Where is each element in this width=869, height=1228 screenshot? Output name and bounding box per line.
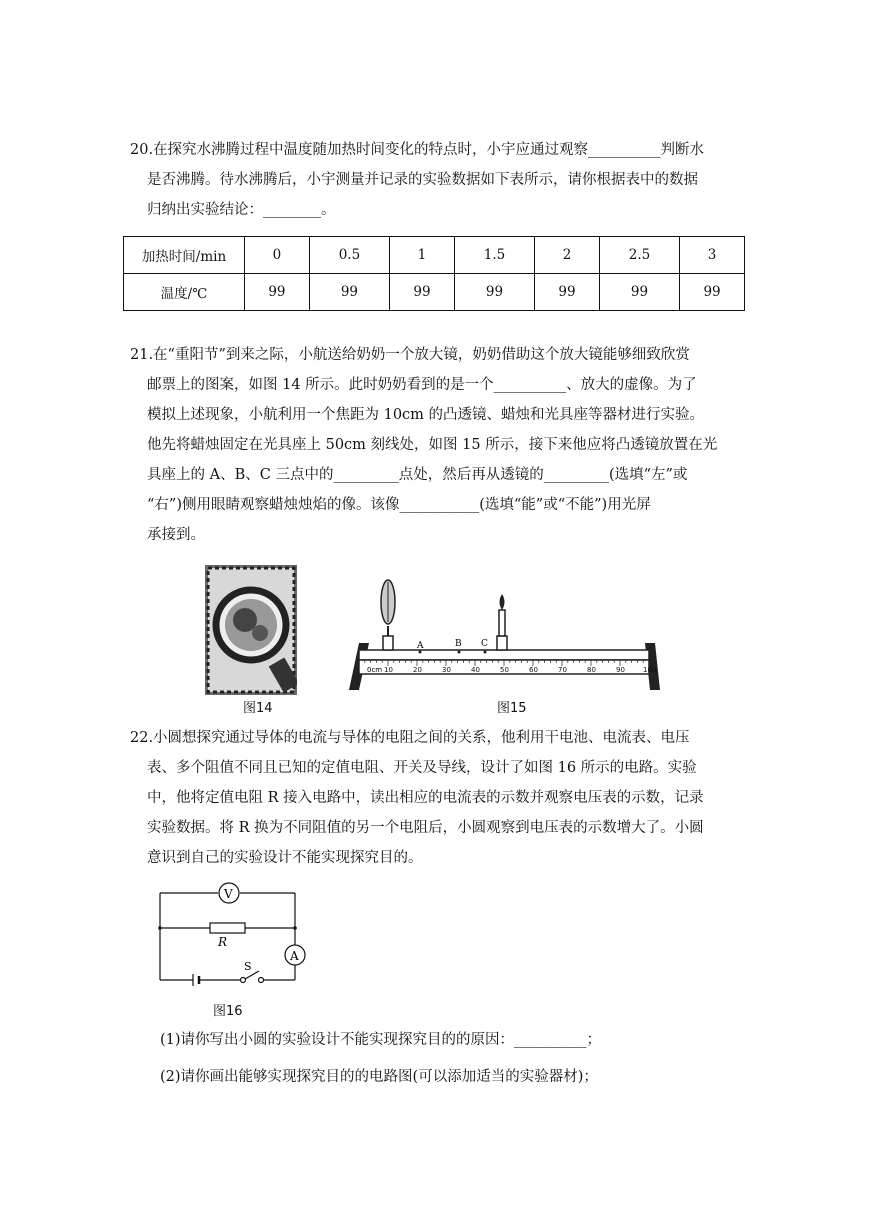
figure-15-caption: 图15 <box>497 701 527 716</box>
table-cell: 99 <box>535 274 600 311</box>
q21-line: 他先将蜡烛固定在光具座上 50cm 刻线处，如图 15 所示，接下来他应将凸透镜放置在光 <box>147 437 718 453</box>
flame-icon <box>500 594 505 610</box>
q22-line: 表、多个阻值不同且已知的定值电阻、开关及导线，设计了如图 16 所示的电路。实验 <box>147 760 697 776</box>
table-row <box>124 274 745 311</box>
table-cell: 2.5 <box>599 237 679 274</box>
table-cell: 99 <box>680 274 745 311</box>
switch-icon <box>241 978 246 983</box>
table-cell: 0.5 <box>309 237 389 274</box>
switch-label: S <box>244 960 252 973</box>
resistor-label: R <box>218 935 228 949</box>
question-22 <box>130 723 750 873</box>
q21-line: 承接到。 <box>147 527 205 543</box>
table-cell: 1 <box>390 237 455 274</box>
resistor-icon <box>210 923 245 933</box>
question-21 <box>130 340 750 550</box>
point-b-label: B <box>455 639 462 649</box>
figure-15-optical-bench <box>347 578 662 693</box>
figure-14-caption: 图14 <box>243 701 273 716</box>
ruler-tick-label: 10 <box>384 666 393 674</box>
figure-16-caption: 图16 <box>213 1004 243 1019</box>
q21-line: 模拟上述现象，小航利用一个焦距为 10cm 的凸透镜、蜡烛和光具座等器材进行实验。 <box>147 407 705 423</box>
q21-line: “右”)侧用眼睛观察蜡烛烛焰的像。该像___________(选填“能”或“不能”)用光屏 <box>147 497 651 513</box>
ruler-tick-label: 30 <box>442 666 451 674</box>
q22-line: 中，他将定值电阻 R 接入电路中，读出相应的电流表的示数并观察电压表的示数，记录 <box>147 790 704 806</box>
ammeter-label: A <box>290 949 299 963</box>
candle-icon <box>499 610 505 636</box>
voltmeter-label: V <box>224 887 233 901</box>
table-header-cell: 加热时间/min <box>124 237 245 274</box>
ruler-tick-label: 20 <box>413 666 422 674</box>
table-cell: 99 <box>599 274 679 311</box>
ruler-unit-label: 0cm <box>367 666 383 674</box>
point-a-label: A <box>417 641 424 651</box>
q22-line: 意识到自己的实验设计不能实现探究目的。 <box>147 850 423 866</box>
ruler-tick-label: 90 <box>616 666 625 674</box>
figure-14-magnifier-photo <box>205 565 297 695</box>
q20-line: 是否沸腾。待水沸腾后，小宇测量并记录的实验数据如下表所示，请你根据表中的数据 <box>147 172 698 188</box>
ruler-tick-label: 70 <box>558 666 567 674</box>
ruler-tick-label: 100 <box>643 666 657 674</box>
figure-16-circuit-diagram <box>155 880 315 990</box>
table-header-cell: 温度/℃ <box>124 274 245 311</box>
table-cell: 0 <box>245 237 310 274</box>
data-table <box>123 236 745 311</box>
q22-line: 实验数据。将 R 换为不同阻值的另一个电阻后，小圆观察到电压表的示数增大了。小圆 <box>147 820 704 836</box>
q21-line: 21.在“重阳节”到来之际，小航送给奶奶一个放大镜，奶奶借助这个放大镜能够细致欣赏 <box>130 347 690 363</box>
candle-holder <box>497 636 507 650</box>
table-row <box>124 237 745 274</box>
q21-line: 邮票上的图案，如图 14 所示。此时奶奶看到的是一个__________、放大的虚像。为了 <box>147 377 697 393</box>
ruler-tick-label: 40 <box>471 666 480 674</box>
table-cell: 99 <box>390 274 455 311</box>
q22-sub-question-1: (1)请你写出小圆的实验设计不能实现探究目的的原因：__________； <box>160 1032 602 1048</box>
ruler-tick-label: 60 <box>529 666 538 674</box>
table-cell: 1.5 <box>454 237 534 274</box>
ruler-tick-label: 50 <box>500 666 509 674</box>
bench-rail <box>359 650 649 660</box>
q20-line: 归纳出实验结论：________。 <box>147 202 336 218</box>
table-cell: 2 <box>535 237 600 274</box>
point-c-label: C <box>481 639 488 649</box>
table-cell: 99 <box>309 274 389 311</box>
q21-line: 具座上的 A、B、C 三点中的_________点处，然后再从透镜的_________(选填“左”或 <box>147 467 688 483</box>
table-cell: 3 <box>680 237 745 274</box>
q22-line: 22.小圆想探究通过导体的电流与导体的电阻之间的关系，他利用干电池、电流表、电压 <box>130 730 690 746</box>
table-cell: 99 <box>454 274 534 311</box>
ruler-tick-label: 80 <box>587 666 596 674</box>
question-20 <box>130 135 750 225</box>
q20-line: 20.在探究水沸腾过程中温度随加热时间变化的特点时，小宇应通过观察__________判断水 <box>130 142 705 158</box>
q22-sub-question-2: (2)请你画出能够实现探究目的的电路图(可以添加适当的实验器材)； <box>160 1069 598 1085</box>
table-cell: 99 <box>245 274 310 311</box>
left-holder <box>383 636 393 650</box>
